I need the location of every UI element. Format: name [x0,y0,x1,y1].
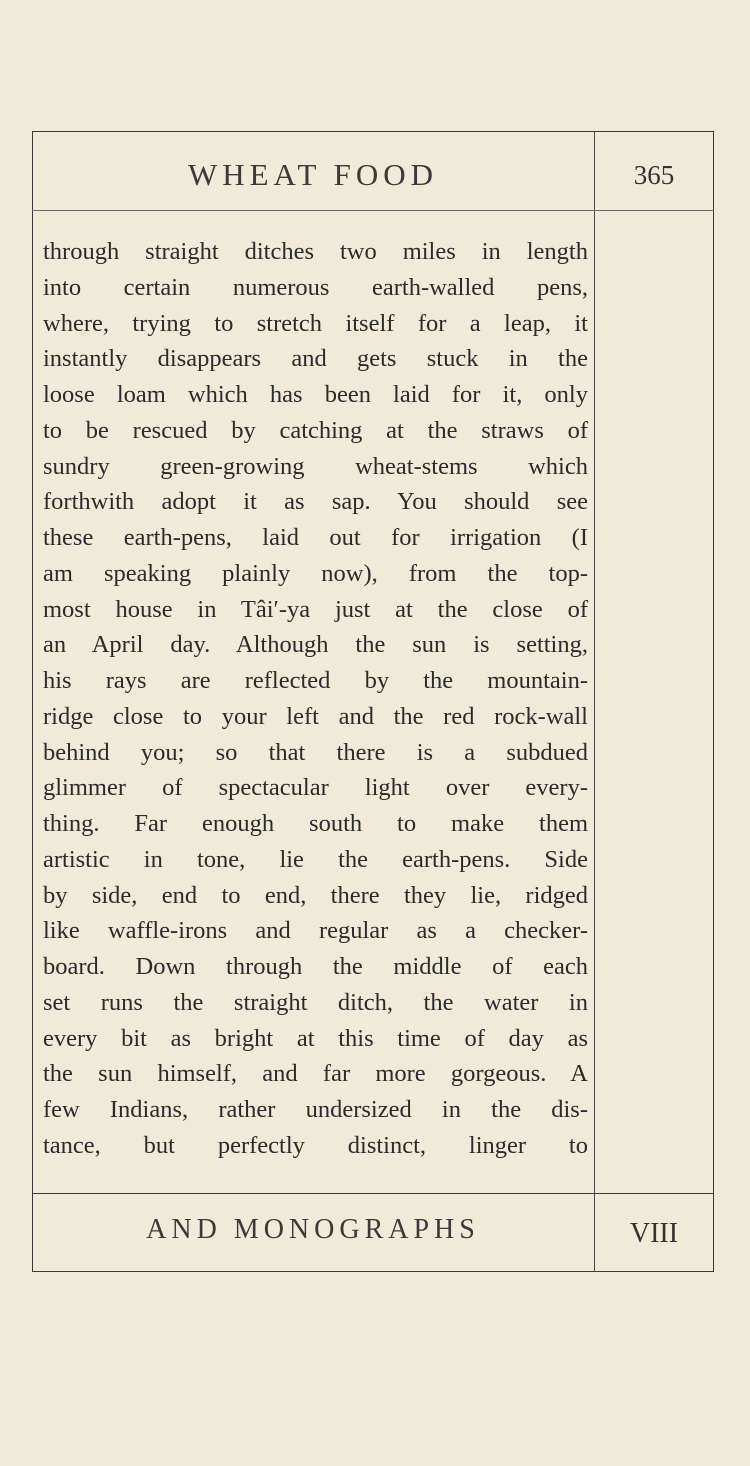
text-line: an April day. Although the sun is setting, [43,631,588,659]
text-line: set runs the straight ditch, the water in [43,988,588,1016]
page-number: 365 [633,160,675,190]
text-line: to be rescued by catching at the straws of [43,416,588,444]
text-line: into certain numerous earth-walled pens, [43,273,588,301]
text-line: thing. Far enough south to make them [43,810,588,837]
running-footer-title: AND MONOGRAPHS [146,1214,480,1245]
header-rule [32,210,714,211]
text-line: sundry green-growing wheat-stems which [43,452,588,480]
text-line: behind you; so that there is a subdued [43,738,588,766]
text-line: by side, end to end, there they lie, ridged [43,881,588,909]
footer-rule [32,1193,714,1194]
text-line: glimmer of spectacular light over every- [43,774,588,802]
text-line: his rays are reflected by the mountain- [43,667,588,694]
text-line: board. Down through the middle of each [43,953,588,980]
text-line: tance, but perfectly distinct, linger to [43,1131,588,1159]
body-text [43,234,588,1164]
text-line: instantly disappears and gets stuck in the [43,345,588,373]
text-line: like waffle-irons and regular as a checker- [43,917,588,945]
text-line: am speaking plainly now), from the top- [43,559,588,587]
text-line: ridge close to your left and the red rock-wall [43,702,588,730]
text-line: most house in Tâi′-ya just at the close of [43,595,588,623]
text-line: through straight ditches two miles in length [43,238,588,265]
text-line: the sun himself, and far more gorgeous. A [43,1060,588,1088]
text-line: forthwith adopt it as sap. You should see [43,488,588,516]
text-line: every bit as bright at this time of day as [43,1024,588,1052]
text-line: where, trying to stretch itself for a leap, it [43,309,588,337]
text-line: these earth-pens, laid out for irrigation (I [43,524,588,551]
text-line: loose loam which has been laid for it, only [43,381,588,408]
text-line: few Indians, rather undersized in the dis- [43,1096,588,1123]
column-divider [594,131,595,1272]
volume-number: VIII [629,1218,679,1249]
running-header-title: WHEAT FOOD [187,157,439,192]
text-line: artistic in tone, lie the earth-pens. Side [43,845,588,873]
